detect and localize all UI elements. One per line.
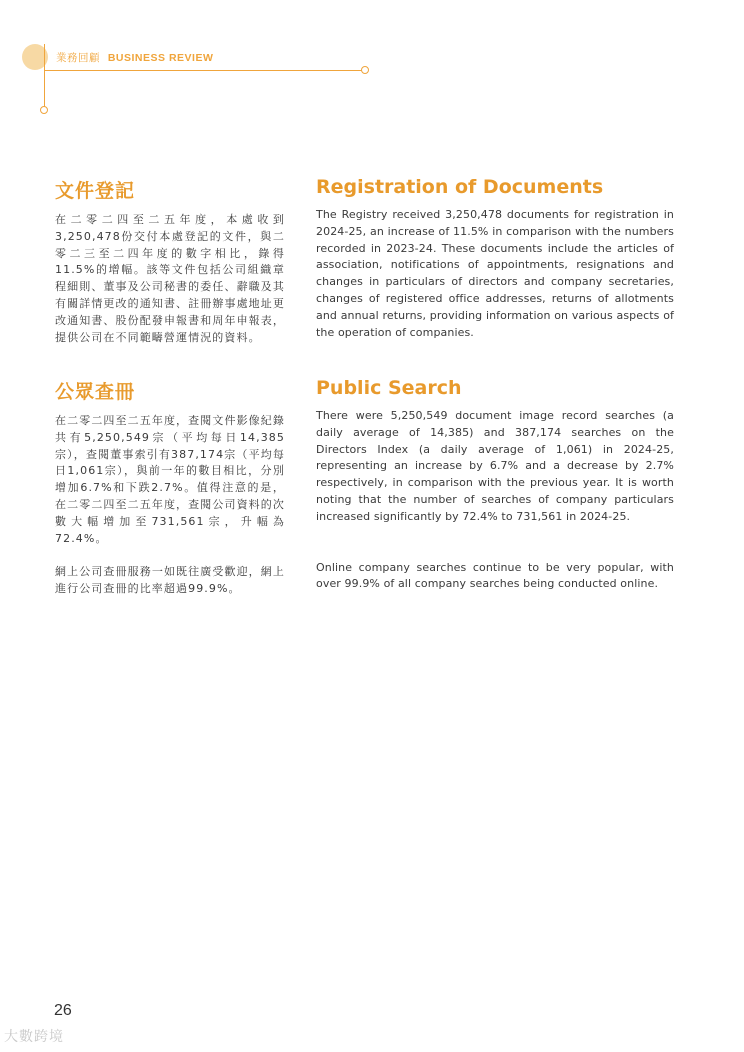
search-zh-block (55, 377, 285, 598)
header-rule-horizontal (44, 70, 364, 71)
registration-zh-block (55, 176, 285, 346)
registration-zh-body: 在二零二四至二五年度，本處收到3,250,478份交付本處登記的文件，與二零二三至二四年度的數字相比，錄得11.5%的增幅。該等文件包括公司組織章程細則、董事及公司秘書的委任、辭職及其有關詳情更改的通知書、註冊辦事處地址更改通知書、股份配發申報書和周年申報表，提供公司在不同範疇營運情況的資料。 (55, 213, 285, 344)
search-en-body-2: Online company searches continue to be very popular, with over 99.9% of all company searches being conducted online. (316, 560, 674, 591)
search-en-body-1: There were 5,250,549 document image record searches (a daily average of 14,385) and 387,174 searches on the Directors Index (a daily average of 1,061) in 2024-25, representing an increase by 6.7% and a decrease by 2.7% respectively, in comparison with the previous year. It is worth noting that the number of searches of company particulars increased significantly by 72.4% to 731,561 in 2024-25. (316, 409, 674, 523)
header-rule-end-dot (361, 66, 369, 74)
section-header-zh: 業務回顧 (56, 52, 100, 64)
section-header (56, 50, 213, 65)
registration-en-block (316, 176, 674, 341)
search-zh-title: 公眾查冊 (55, 381, 136, 403)
page-number: 26 (54, 1002, 72, 1019)
registration-en-body: The Registry received 3,250,478 documents for registration in 2024-25, an increase of 11.5% in comparison with the numbers recorded in 2023-24. These documents include the articles of association, notifications of appointments, resignations and changes in particulars of directors and company secretaries, changes of registered office addresses, returns of allotments and annual returns, providing information on various aspects of the operation of companies. (316, 208, 674, 339)
watermark: 大數跨境 (4, 1029, 64, 1045)
search-en-block (316, 377, 674, 593)
header-rule-end-dot (40, 106, 48, 114)
section-header-en: BUSINESS REVIEW (107, 52, 214, 64)
search-en-title: Public Search (316, 377, 462, 399)
search-zh-body-1: 在二零二四至二五年度，查閱文件影像紀錄共有5,250,549宗（平均每日14,385宗），查閱董事索引有387,174宗（平均每日1,061宗），與前一年的數目相比，分別增加6.7%和下跌2.7%。值得注意的是，在二零二四至二五年度，查閱公司資料的次數大幅增加至731,561宗，升幅為72.4%。 (55, 414, 285, 545)
header-rule-vertical (44, 44, 45, 110)
registration-en-title: Registration of Documents (316, 176, 604, 198)
registration-zh-title: 文件登記 (55, 180, 136, 202)
search-zh-body-2: 網上公司查冊服務一如既往廣受歡迎，網上進行公司查冊的比率超過99.9%。 (55, 565, 285, 596)
